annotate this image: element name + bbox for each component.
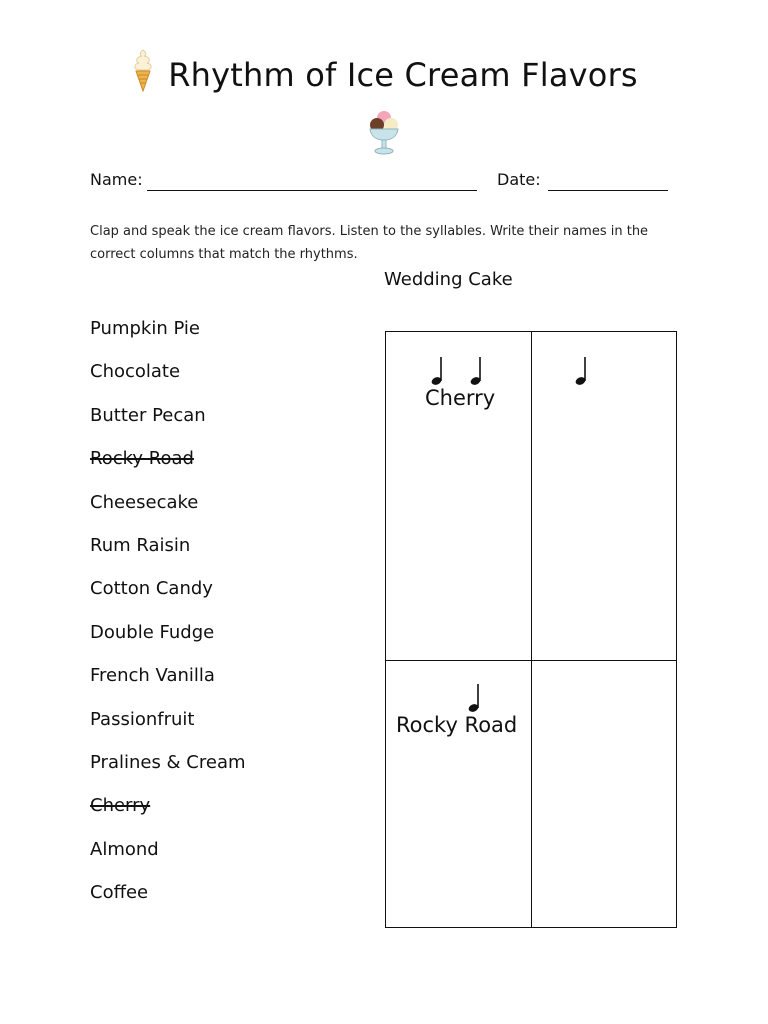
cell-example-word: Cherry — [425, 386, 496, 410]
cell-example-word: Rocky Road — [396, 713, 518, 737]
flavor-item: Cotton Candy — [90, 578, 213, 600]
flavor-item: Cheesecake — [90, 491, 199, 513]
flavor-item: Passionfruit — [90, 708, 195, 730]
name-field[interactable] — [147, 190, 477, 191]
quarter-note-icon — [468, 683, 482, 713]
grid-column-divider — [531, 332, 532, 927]
date-field[interactable] — [548, 190, 668, 191]
flavor-item: Double Fudge — [90, 621, 215, 643]
date-label: Date: — [497, 170, 541, 189]
quarter-note-icon — [575, 356, 589, 386]
rhythm-grid — [385, 331, 677, 928]
ice-cream-sundae-icon — [367, 110, 401, 156]
soft-serve-icon — [130, 48, 156, 92]
flavor-item: Pumpkin Pie — [90, 318, 200, 339]
flavor-item: Almond — [90, 838, 159, 860]
flavor-item: Butter Pecan — [90, 404, 206, 426]
name-label: Name: — [90, 170, 143, 189]
title-row — [0, 48, 768, 94]
flavor-item: Coffee — [90, 882, 149, 904]
flavor-item: Chocolate — [90, 361, 181, 383]
quarter-note-icon — [431, 356, 445, 386]
page-title: Rhythm of Ice Cream Flavors — [168, 56, 638, 94]
grid-row-divider — [386, 660, 676, 661]
instructions-text: Clap and speak the ice cream flavors. Listen to the syllables. Write their names in the correct columns that match the rhythms. — [90, 224, 649, 262]
flavor-item-crossed: Cherry — [90, 795, 151, 817]
flavor-item: Pralines & Cream — [90, 751, 246, 773]
flavor-list — [90, 315, 246, 922]
flavor-item-crossed: Rocky Road — [90, 448, 194, 470]
flavor-item: Rum Raisin — [90, 534, 191, 556]
flavor-item: French Vanilla — [90, 665, 215, 687]
rhythm-header: Wedding Cake — [384, 269, 513, 290]
quarter-note-icon — [470, 356, 484, 386]
